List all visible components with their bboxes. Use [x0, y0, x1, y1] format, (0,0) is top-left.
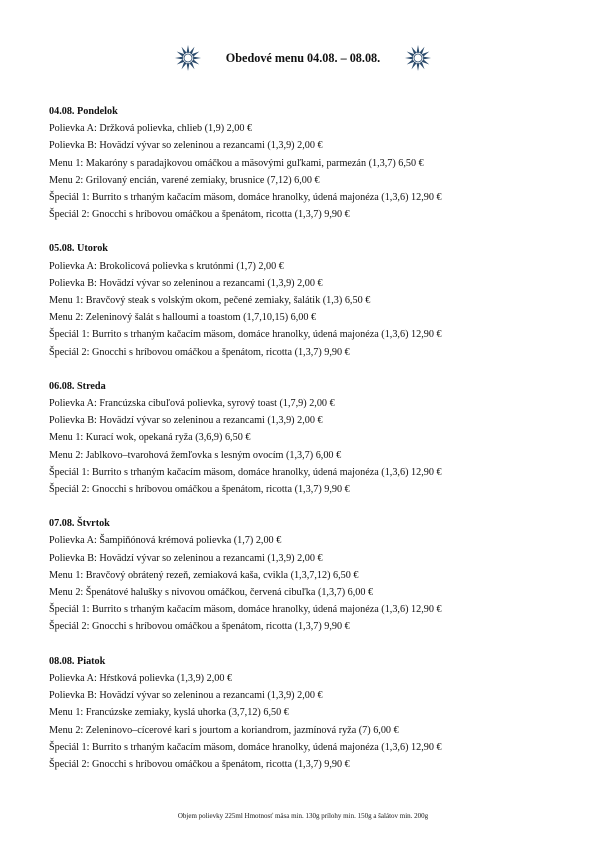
menu-item: Menu 1: Kurací wok, opekaná ryža (3,6,9) 6,50 € — [49, 432, 251, 444]
day-section — [49, 103, 589, 223]
day-title: 05.08. Utorok — [49, 243, 108, 255]
day-section — [49, 378, 589, 498]
day-title: 04.08. Pondelok — [49, 106, 118, 117]
day-title: 07.08. Štvrtok — [49, 518, 110, 530]
menu-item: Špeciál 1: Burrito s trhaným kačacím mäsom, domáce hranolky, údená majonéza (1,3,6) 12,90 € — [49, 329, 442, 341]
day-section — [49, 515, 589, 635]
day-title: 08.08. Piatok — [49, 655, 106, 667]
menu-item: Špeciál 2: Gnocchi s hríbovou omáčkou a špenátom, ricotta (1,3,7) 9,90 € — [49, 346, 350, 358]
menu-item: Špeciál 1: Burrito s trhaným kačacím mäsom, domáce hranolky, údená majonéza (1,3,6) 12,90 € — [49, 466, 442, 478]
menu-item: Menu 2: Grilovaný encián, varené zemiaky, brusnice (7,12) 6,00 € — [49, 174, 320, 186]
menu-header — [0, 38, 606, 78]
day-section — [49, 653, 589, 773]
menu-item: Menu 1: Francúzske zemiaky, kyslá uhorka (3,7,12) 6,50 € — [49, 707, 289, 719]
menu-item: Špeciál 1: Burrito s trhaným kačacím mäsom, domáce hranolky, údená majonéza (1,3,6) 12,90 € — [49, 192, 442, 204]
menu-item: Menu 1: Makaróny s paradajkovou omáčkou a mäsovými guľkami, parmezán (1,3,7) 6,50 € — [49, 157, 424, 169]
day-title: 06.08. Streda — [49, 380, 106, 392]
menu-item: Polievka B: Hovädzí vývar so zeleninou a rezancami (1,3,9) 2,00 € — [49, 552, 323, 564]
page-title: Obedové menu 04.08. – 08.08. — [225, 50, 381, 65]
day-section — [49, 240, 589, 360]
menu-item: Špeciál 2: Gnocchi s hríbovou omáčkou a špenátom, ricotta (1,3,7) 9,90 € — [49, 621, 350, 633]
menu-item: Menu 2: Zeleninovo–cícerové kari s jourtom a koriandrom, jazmínová ryža (7) 6,00 € — [49, 724, 399, 736]
menu-item: Špeciál 2: Gnocchi s hríbovou omáčkou a špenátom, ricotta (1,3,7) 9,90 € — [49, 209, 350, 221]
menu-item: Špeciál 2: Gnocchi s hríbovou omáčkou a špenátom, ricotta (1,3,7) 9,90 € — [49, 758, 350, 770]
menu-item: Polievka A: Držková polievka, chlieb (1,9) 2,00 € — [49, 123, 253, 135]
menu-item: Polievka A: Brokolicová polievka s krutónmi (1,7) 2,00 € — [49, 260, 284, 272]
menu-item: Menu 1: Bravčový steak s volským okom, pečené zemiaky, šalátik (1,3) 6,50 € — [49, 295, 371, 307]
menu-item: Polievka B: Hovädzí vývar so zeleninou a rezancami (1,3,9) 2,00 € — [49, 415, 323, 427]
menu-item: Menu 1: Bravčový obrátený rezeň, zemiaková kaša, cvikla (1,3,7,12) 6,50 € — [49, 569, 359, 581]
menu-item: Špeciál 1: Burrito s trhaným kačacím mäsom, domáce hranolky, údená majonéza (1,3,6) 12,90 € — [49, 604, 442, 616]
menu-item: Menu 2: Zeleninový šalát s halloumi a toastom (1,7,10,15) 6,00 € — [49, 312, 317, 324]
menu-item: Polievka B: Hovädzí vývar so zeleninou a rezancami (1,3,9) 2,00 € — [49, 690, 323, 702]
menu-item: Polievka A: Šampiňónová krémová polievka (1,7) 2,00 € — [49, 535, 282, 547]
footer-note: Objem polievky 225ml Hmotnosť mäsa min. 130g prílohy min. 150g a šalátov min. 200g — [177, 812, 429, 820]
star-ornament-icon — [404, 44, 432, 72]
menu-item: Polievka A: Hŕstková polievka (1,3,9) 2,00 € — [49, 672, 233, 684]
menu-item: Špeciál 1: Burrito s trhaným kačacím mäsom, domáce hranolky, údená majonéza (1,3,6) 12,90 € — [49, 741, 442, 753]
menu-content — [49, 103, 589, 790]
menu-item: Polievka B: Hovädzí vývar so zeleninou a rezancami (1,3,9) 2,00 € — [49, 277, 323, 289]
menu-item: Polievka B: Hovädzí vývar so zeleninou a rezancami (1,3,9) 2,00 € — [49, 140, 323, 152]
menu-item: Menu 2: Špenátové halušky s nivovou omáčkou, červená cibuľka (1,3,7) 6,00 € — [49, 587, 374, 599]
menu-item: Polievka A: Francúzska cibuľová polievka, syrový toast (1,7,9) 2,00 € — [49, 398, 335, 410]
menu-item: Špeciál 2: Gnocchi s hríbovou omáčkou a špenátom, ricotta (1,3,7) 9,90 € — [49, 484, 350, 496]
star-ornament-icon — [174, 44, 202, 72]
menu-item: Menu 2: Jablkovo–tvarohová žemľovka s lesným ovocím (1,3,7) 6,00 € — [49, 449, 342, 461]
